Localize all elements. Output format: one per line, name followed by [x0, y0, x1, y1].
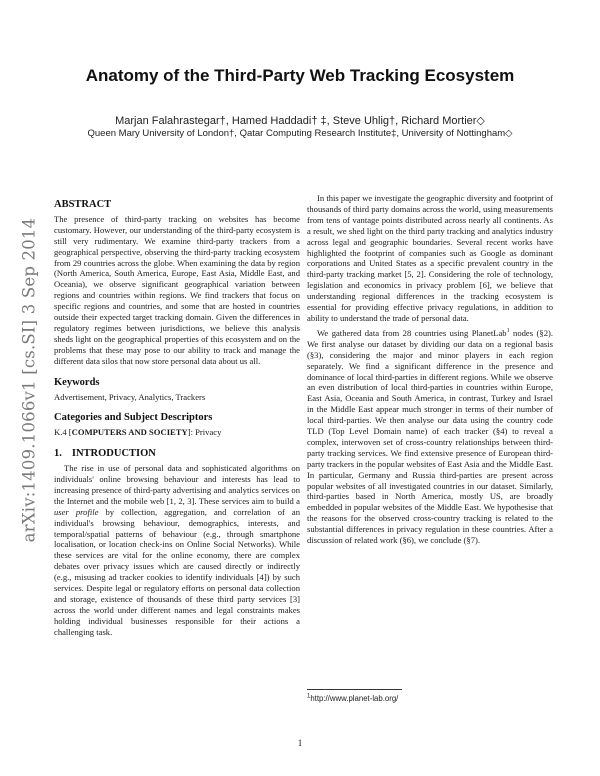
introduction-paragraph-3	[307, 328, 553, 546]
introduction-number: 1.	[54, 448, 62, 460]
author-list: Marjan Falahrastegar†, Hamed Haddadi† ‡, Steve Uhlig†, Richard Mortier◇	[115, 115, 485, 127]
keywords-heading: Keywords	[54, 376, 100, 388]
keywords-text: Advertisement, Privacy, Analytics, Trackers	[54, 391, 206, 402]
categories-bold: COMPUTERS AND SOCIETY	[71, 427, 188, 438]
intro-p1-part-a: The rise in use of personal data and sophisticated algorithms on individuals' online browsing behaviour and interests has lead to increasing presence of third-party advertising and analytics services on the Internet and the mobile web [1, 2, 3]. These services aim to build a	[54, 463, 300, 506]
footnote-url[interactable]: http://www.planet-lab.org/	[310, 694, 399, 703]
abstract-heading: ABSTRACT	[54, 199, 112, 210]
introduction-paragraph-2: In this paper we investigate the geographic diversity and footprint of thousands of third party domains across the world, using measurements from tens of vantage points distributed across nearly all continents. As a result, we shed light on the third party tracking and analytics industry across legal and geographic boundaries. Several recent works have highlighted the footprint of companies such as Google as dominant corporations and United States as a specific prevalent country in the third-party tracking market [5, 2]. Considering the role of technology, legislation and economics in privacy problem [6], we believe that understanding regional differences in the tracking ecosystem is essential for providing effective privacy regulations, in addition to ability to understand the trade of personal data.	[307, 193, 553, 323]
footnote-mark: 1	[307, 693, 311, 700]
footnote-ref: 1	[506, 328, 510, 335]
introduction-heading	[54, 449, 300, 460]
intro-p3-part-b: nodes (§2). We first analyse our dataset by dividing our data on a regional basis (§3), considering the major and minor players in each region separately. We find a significant difference in the presence and dominance of local third-parties in different regions. While we observe an even distribution of local third-parties in countries within Europe, East Asia, Oceania and South America, in contrast, Turkey and Israel in the Middle East appear much stronger in terms of their number of local third-parties. We then analyse our data using the country code TLD (Top Level Domain name) of each tracker (§4) to reveal a complex, interwoven set of cross-country relationships between third-party tracking services. We find extensive presence of European third-party trackers in the popular websites of East Asia and the Middle East. In particular, Germany and Russia third-parties are present across popular websites of all investigated countries in our dataset. Similarly, third-parties based in North America, mostly US, are broadly embedded in popular websites of the Middle East. We hypothesise that the reasons for the observed cross-country tracking is related to the substantial differences in privacy regulation in these countries. After a discussion of related work (§6), we conclude (§7).	[307, 327, 554, 546]
paper-title: Anatomy of the Third-Party Web Tracking Ecosystem	[85, 66, 515, 85]
arxiv-stamp	[20, 170, 38, 590]
categories-suffix: ]: Privacy	[187, 427, 222, 438]
introduction-paragraph-1	[54, 463, 300, 638]
categories-prefix: K.4 [	[54, 427, 72, 438]
categories-text	[54, 427, 300, 438]
arxiv-stamp-text: arXiv:1409.1066v1 [cs.SI] 3 Sep 2014	[19, 217, 39, 543]
categories-heading: Categories and Subject Descriptors	[54, 412, 213, 424]
introduction-title: INTRODUCTION	[71, 448, 156, 460]
abstract-text: The presence of third-party tracking on websites has become customary. However, our understanding of the third-party ecosystem is still very rudimentary. We examine third-party trackers from a geographical perspective, observing the third-party tracking ecosystem from 29 countries across the globe. When examining the data by region (North America, South America, Europe, East Asia, Middle East, and Oceania), we observe significant geographical variation between regions and countries within regions. We find trackers that focus on specific regions and countries, and some that are hosted in countries outside their expected target tracking domain. Given the differences in regulatory regimes between jurisdictions, we believe this analysis sheds light on the geographical properties of this ecosystem and on the problems that these may pose to our ability to track and manage the different data silos that now store personal data about us all.	[54, 213, 300, 366]
page-number: 1	[297, 738, 303, 748]
intro-p1-emphasis: user profile	[54, 506, 99, 517]
footnote-divider	[307, 689, 402, 690]
footnote	[307, 694, 398, 703]
intro-p1-part-b: by collection, aggregation, and correlation of an individual's browsing behaviour, demographics, interests, and temporal/spatial patterns of behaviour (e.g., through smartphone localisation, or location check-ins on Online Social Networks). While these services are vital for the online economy, there are complex debates over privacy issues which are caused directly or indirectly (e.g., misusing ad tracker cookies to identify individuals [4]) by such services. Despite legal or regulatory efforts on personal data collection and storage, existence of thousands of these third party services [3] across the world under different names and legal constraints makes holding individual businesses responsible for their actions a challenging task.	[54, 506, 301, 637]
right-column	[307, 193, 553, 546]
left-column	[54, 200, 300, 638]
affiliations: Queen Mary University of London†, Qatar Computing Research Institute‡, University of Nottingham◇	[87, 128, 513, 139]
intro-p3-part-a: We gathered data from 28 countries using PlanetLab	[317, 327, 507, 338]
